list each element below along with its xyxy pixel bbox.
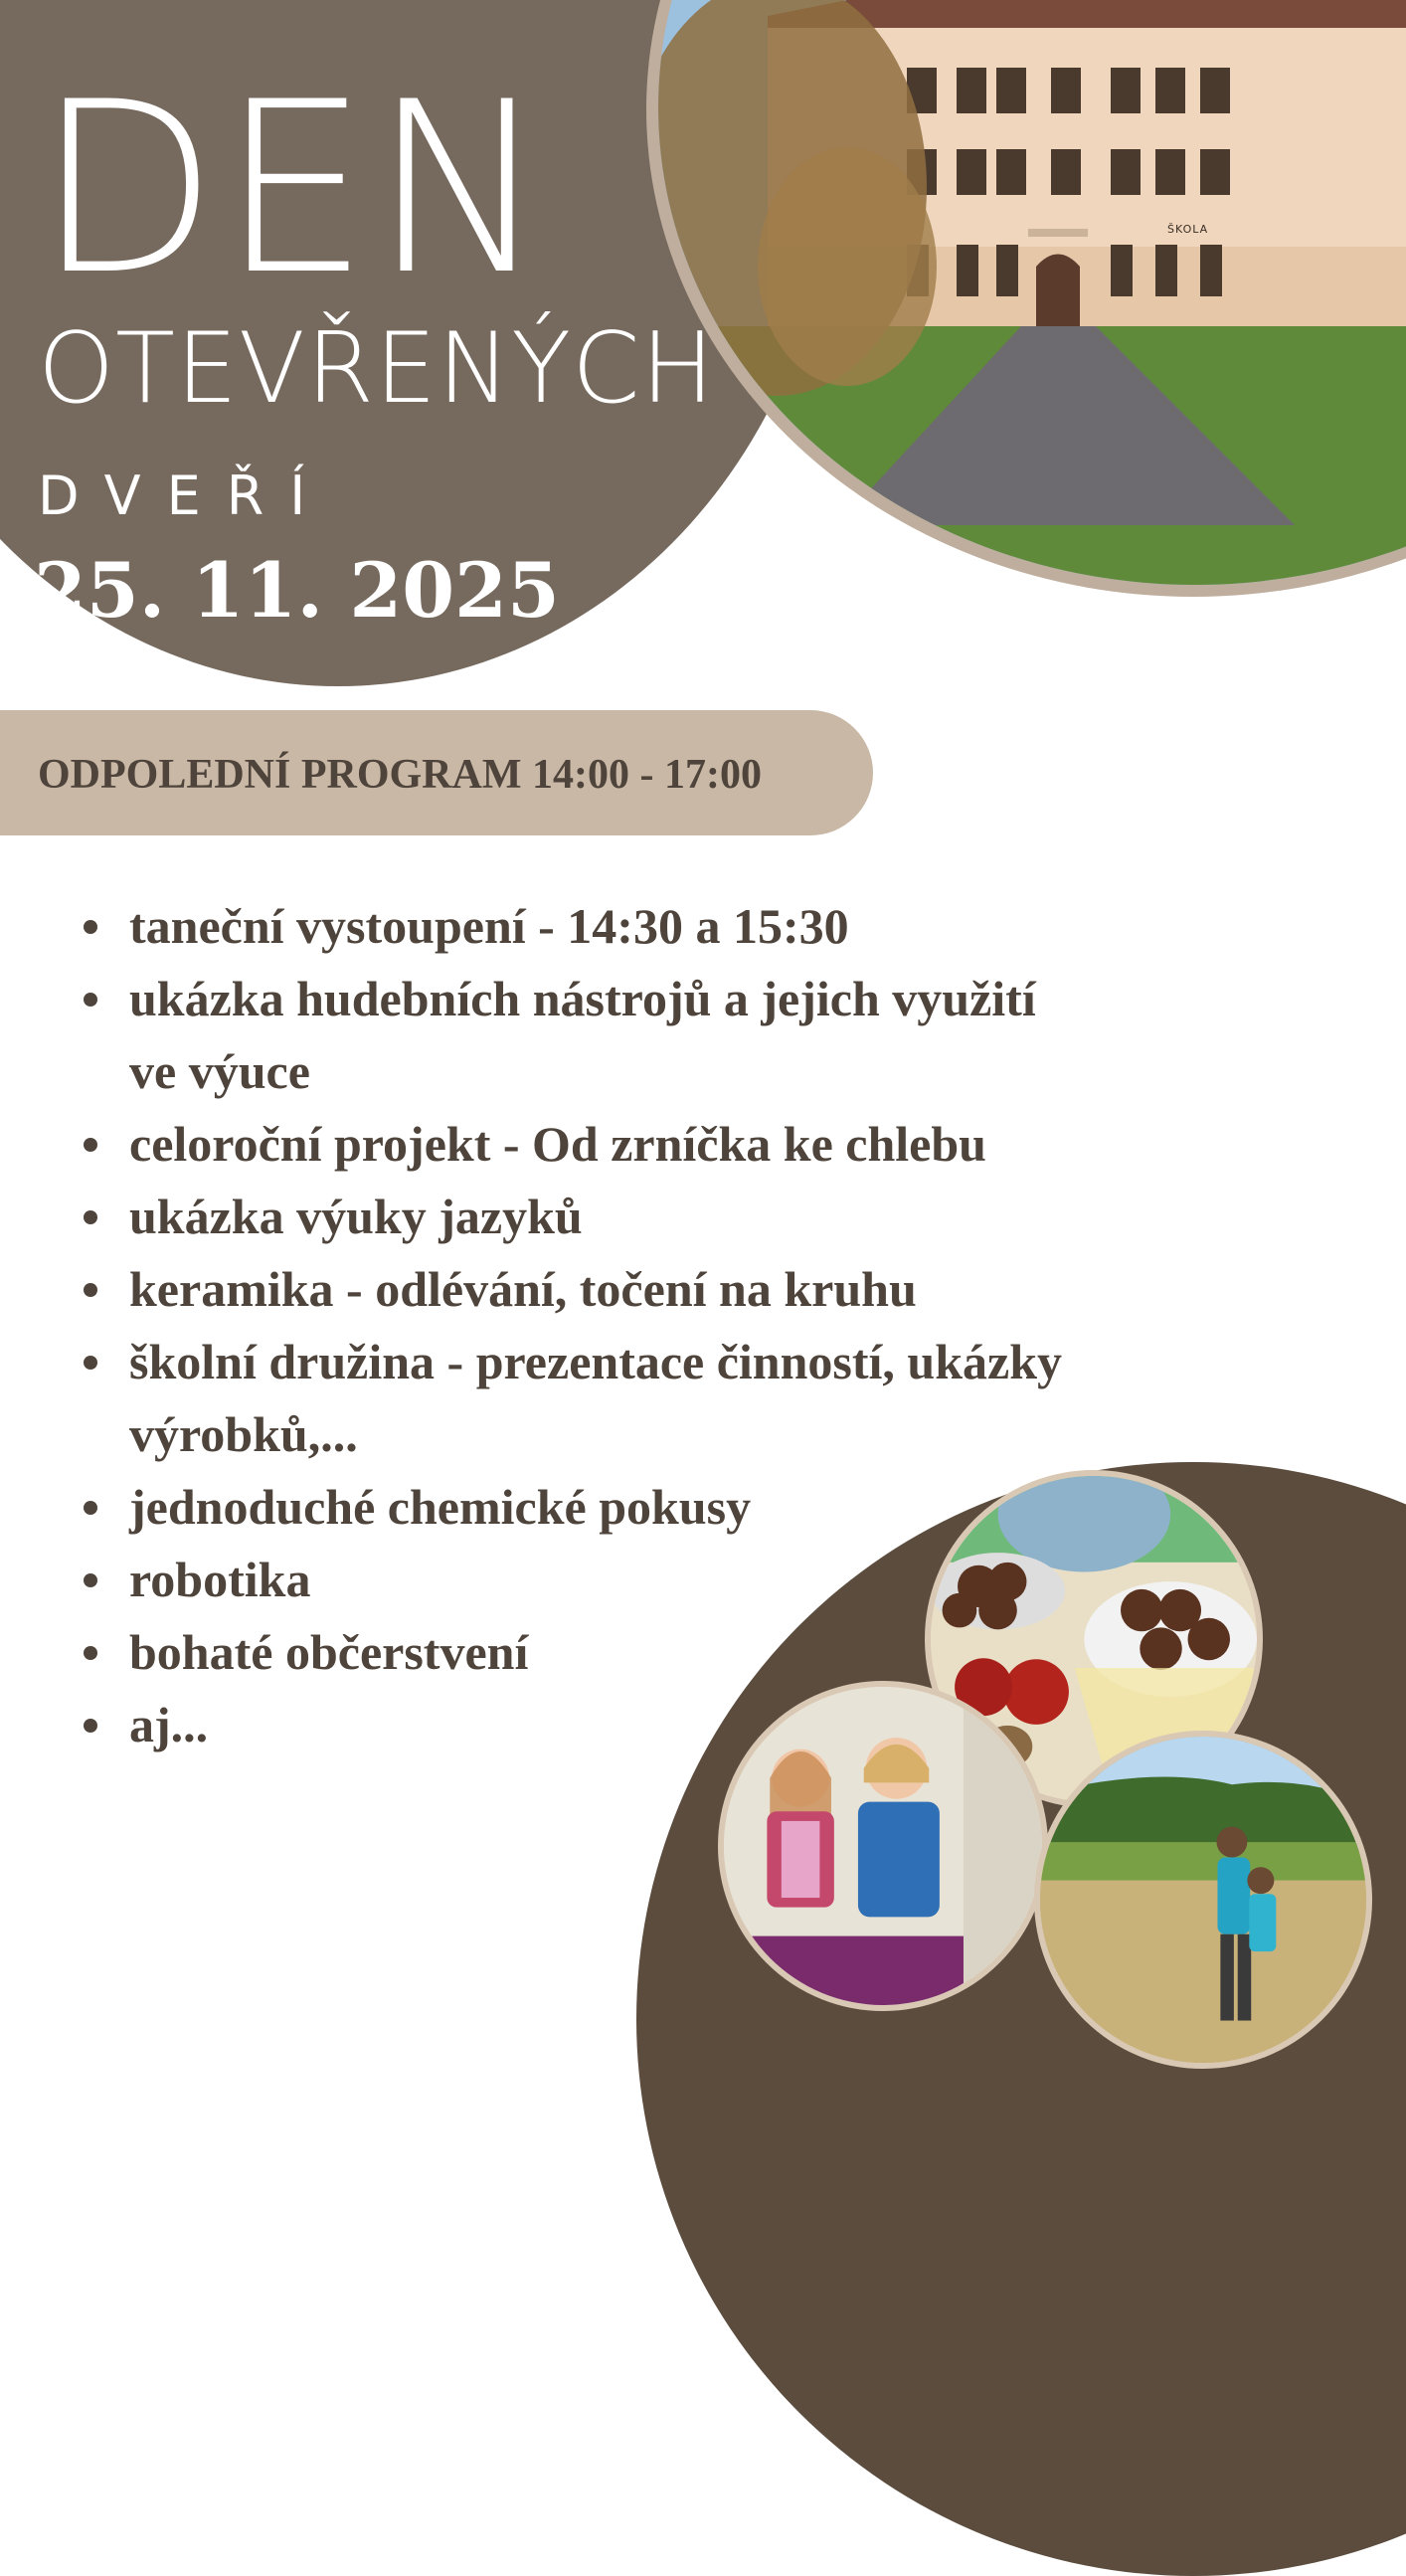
title-den: DEN: [36, 52, 551, 327]
program-item: taneční vystoupení - 14:30 a 15:30: [76, 890, 1149, 963]
program-item: školní družina - prezentace činností, ukázky výrobků,...: [76, 1326, 1084, 1471]
title-dveri: DVEŘÍ: [38, 464, 332, 527]
program-item: ukázka výuky jazyků: [76, 1181, 1149, 1253]
program-item: bohaté občerstvení: [76, 1616, 1149, 1689]
program-item: ukázka hudebních nástrojů a jejich využití ve výuce: [76, 963, 1084, 1108]
wheat-field-photo: [1034, 1731, 1372, 2069]
event-date: 25. 11. 2025: [34, 546, 560, 635]
program-item: aj...: [76, 1689, 1149, 1761]
children-photo: [718, 1681, 1048, 2011]
school-sign: ŠKOLA: [1167, 223, 1209, 236]
program-item: robotika: [76, 1544, 1149, 1616]
program-heading: ODPOLEDNÍ PROGRAM 14:00 - 17:00: [38, 752, 762, 798]
program-item: jednoduché chemické pokusy: [76, 1471, 1149, 1544]
program-item: celoroční projekt - Od zrníčka ke chlebu: [76, 1108, 1149, 1181]
title-otevrenych: OTEVŘENÝCH: [38, 312, 716, 426]
school-building-photo: [658, 0, 1406, 585]
program-item: keramika - odlévání, točení na kruhu: [76, 1253, 1149, 1326]
